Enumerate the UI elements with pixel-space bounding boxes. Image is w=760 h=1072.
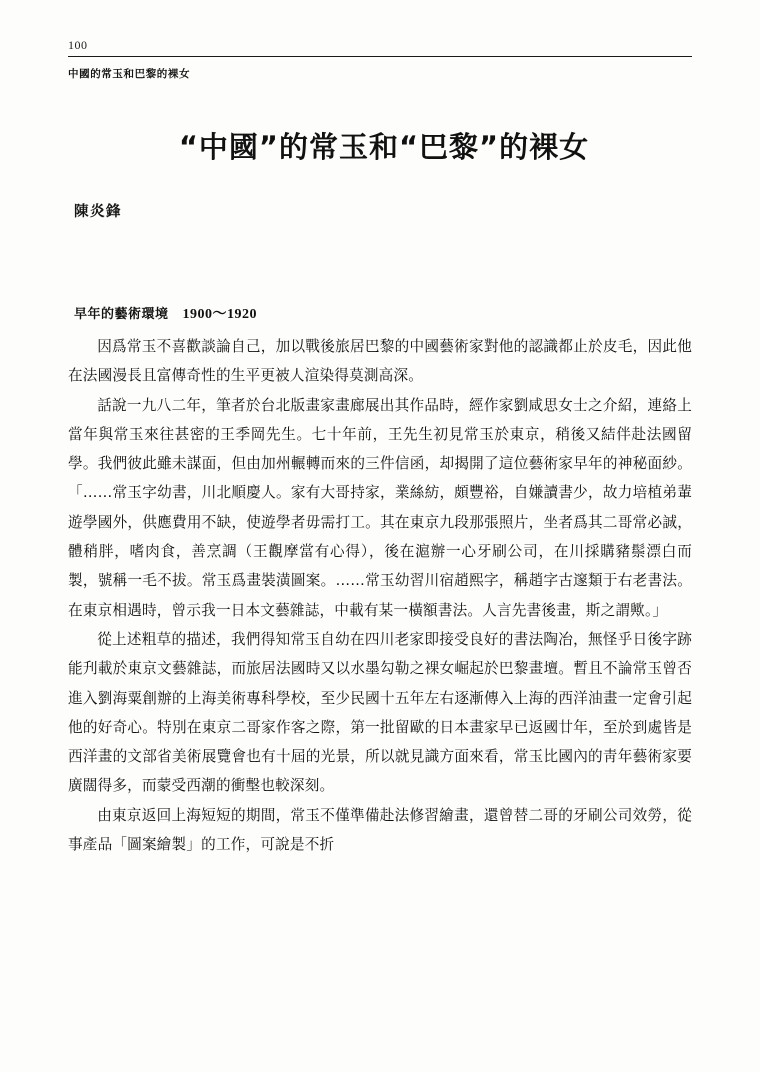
paragraph: 話說一九八二年，筆者於台北版畫家畫廊展出其作品時，經作家劉咸思女士之介紹，連絡上當年與常玉來往甚密的王季岡先生。七十年前，王先生初見常玉於東京，稍後又結伴赴法國留學。我們彼此雖未謀面，但由加州輾轉而來的三件信函，却揭開了這位藝術家早年的神秘面紗。「……常玉字幼書，川北順慶人。家有大哥持家，業絲紡，頗豐裕，自嫌讀書少，故力培植弟輩遊學國外，供應費用不缺，使遊學者毋需打工。其在東京九段那張照片，坐者爲其二哥常必誠，體稍胖，嗜肉食，善烹調（王觀摩當有心得），後在滬辦一心牙刷公司，在川採購豬鬃漂白而製，號稱一毛不拔。常玉爲畫裝潢圖案。……常玉幼習川宿趙熙字，稱趙字古邃類于右老書法。在東京相遇時，曾示我一日本文藝雜誌，中載有某一橫額書法。人言先書後畫，斯之謂歟。」 (68, 396, 692, 619)
section-heading (74, 303, 692, 323)
page-number: 100 (68, 38, 88, 52)
author-name: 陳炎鋒 (74, 204, 122, 220)
page-content (68, 38, 692, 859)
section-heading-label: 早年的藝術環境 (74, 307, 169, 322)
paragraph: 因爲常玉不喜歡談論自己，加以戰後旅居巴黎的中國藝術家對他的認識都止於皮毛，因此他在法國漫長且富傳奇性的生平更被人渲染得莫測高深。 (68, 338, 692, 385)
running-head: 中國的常玉和巴黎的裸女 (68, 68, 191, 80)
section-heading-years: 1900～1920 (182, 307, 258, 322)
page-title: “中國”的常玉和“巴黎”的裸女 (178, 130, 590, 164)
paragraph: 從上述粗草的描述，我們得知常玉自幼在四川老家即接受良好的書法陶冶，無怪乎日後字跡能刋載於東京文藝雜誌，而旅居法國時又以水墨勾勒之裸女崛起於巴黎畫壇。暫且不論常玉曾否進入劉海粟創辦的上海美術專科學校，至少民國十五年左右逐漸傳入上海的西洋油畫一定會引起他的好奇心。特別在東京二哥家作客之際，第一批留歐的日本畫家早已返國廿年，至於到處皆是西洋畫的文部省美術展覽會也有十屆的光景，所以就見識方面來看，常玉比國內的靑年藝術家要廣闊得多，而蒙受西潮的衝墼也較深刻。 (68, 630, 692, 795)
body-text (68, 332, 692, 859)
paragraph: 由東京返回上海短短的期間，常玉不僅準備赴法修習繪畫，還曾替二哥的牙刷公司效勞，從事產品「圖案繪製」的工作，可說是不折 (68, 806, 692, 854)
header-rule (68, 56, 692, 57)
